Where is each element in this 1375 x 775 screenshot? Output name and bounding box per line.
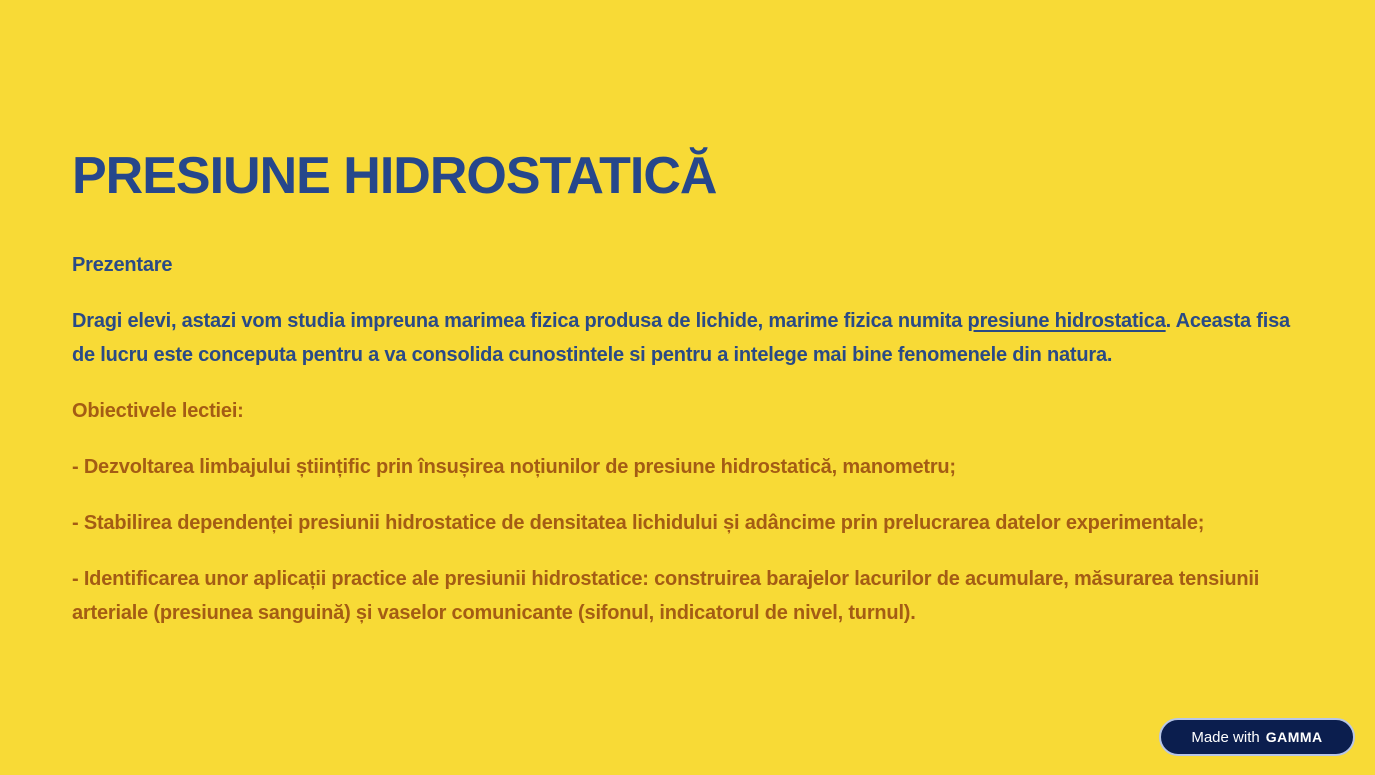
- made-with-gamma-badge[interactable]: [1159, 718, 1355, 756]
- intro-text-before-link: Dragi elevi, astazi vom studia impreuna marimea fizica produsa de lichide, marime fizica numita: [72, 310, 968, 332]
- page-title: PRESIUNE HIDROSTATICĂ: [72, 147, 717, 205]
- presiune-hidrostatica-link[interactable]: presiune hidrostatica: [967, 310, 1166, 332]
- intro-paragraph: [72, 304, 1312, 372]
- intro-text-after-link: . Aceasta fisa de lucru este conceputa pentru a va consolida cunostintele si pentru a intelege mai bine fenomenele din natura.: [72, 310, 1290, 366]
- badge-made-with-label: Made with: [1191, 728, 1260, 746]
- gamma-logo: GAMMA: [1265, 729, 1323, 745]
- objective-item: - Stabilirea dependenței presiunii hidrostatice de densitatea lichidului și adâncime prin prelucrarea datelor experimentale;: [72, 512, 1205, 534]
- objectives-heading: Obiectivele lectiei:: [72, 400, 244, 422]
- objective-item: - Dezvoltarea limbajului științific prin însușirea noțiunilor de presiune hidrostatică, manometru;: [72, 456, 956, 478]
- objective-item: - Identificarea unor aplicații practice ale presiunii hidrostatice: construirea barajelor lacurilor de acumulare, măsurarea tensiunii arteriale (presiunea sanguină) și vaselor comunicante (sifonul, indicatorul de nivel, turnul).: [72, 568, 1260, 624]
- section-label: Prezentare: [72, 254, 173, 276]
